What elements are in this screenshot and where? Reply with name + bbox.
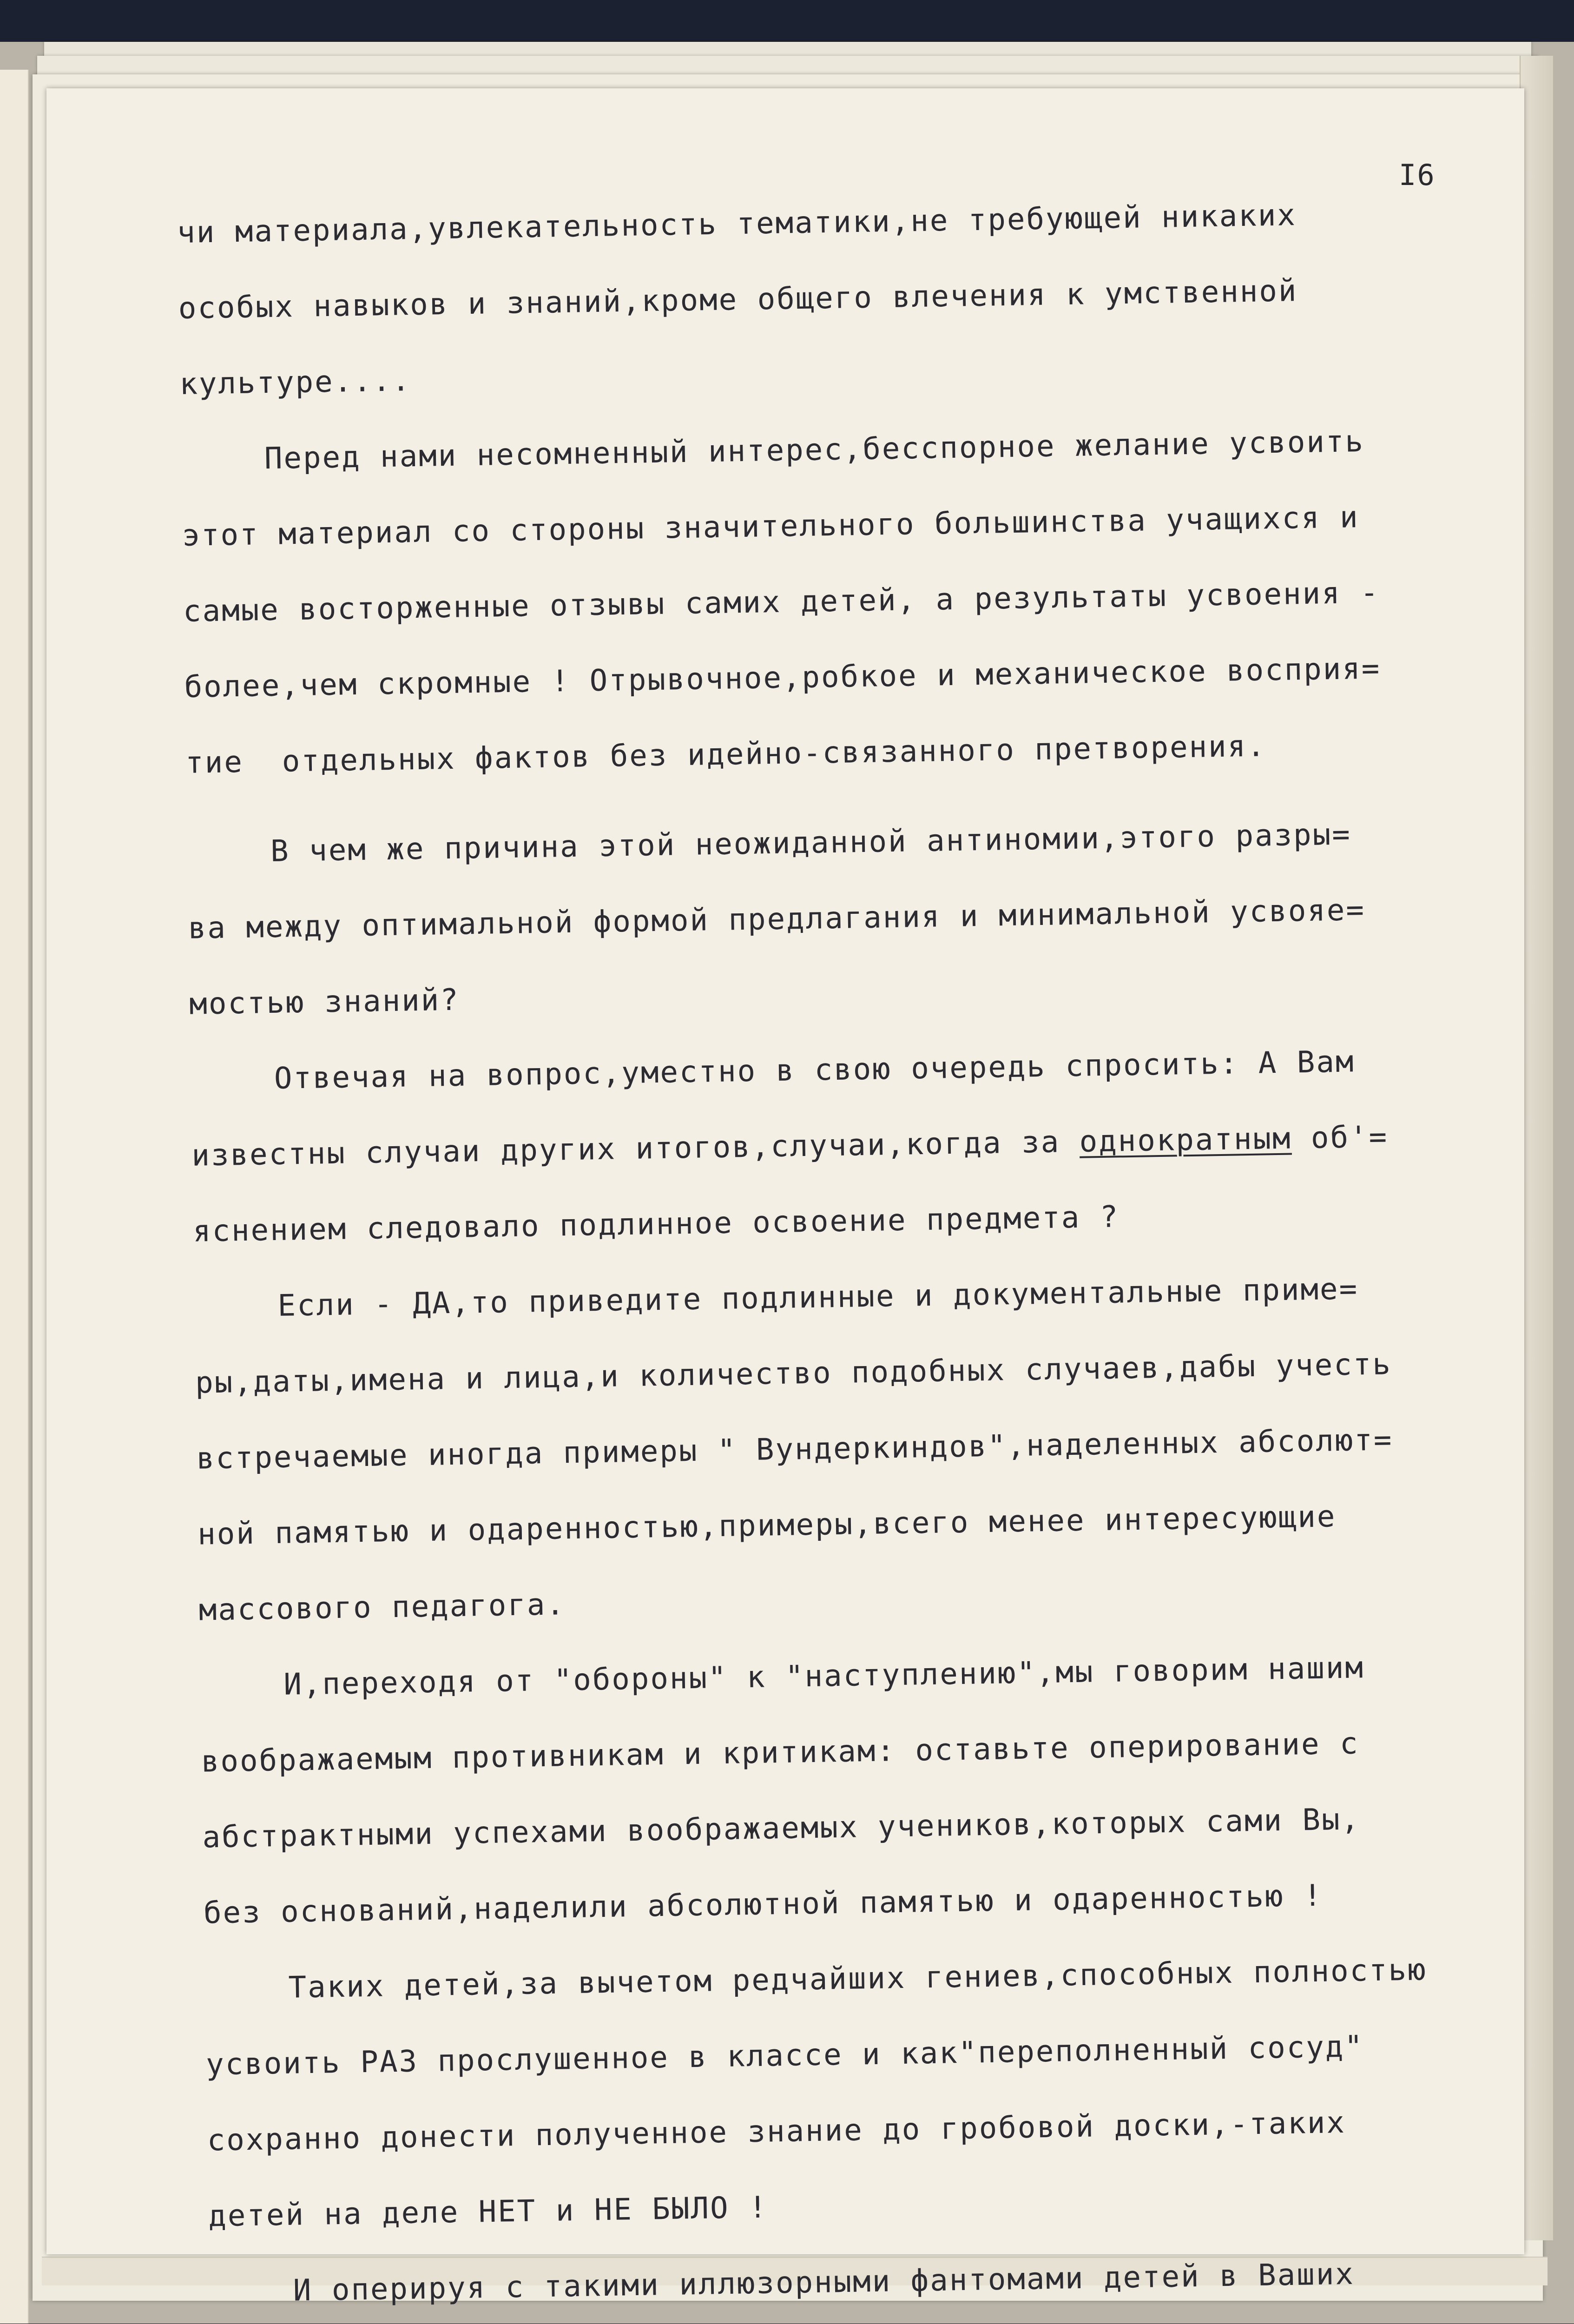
text-line: абстрактными успехами воображаемых учеников,которых сами Вы,	[202, 1802, 1361, 1855]
text-line: Таких детей,за вычетом редчайших гениев,способных полностью	[288, 1953, 1428, 2005]
text-line: этот материал со стороны значительного большинства учащихся и	[181, 500, 1360, 553]
text-line: массового педагога.	[198, 1587, 566, 1628]
text-line: без оснований,наделили абсолютной памятью и одаренностью !	[203, 1878, 1324, 1931]
page-number: I6	[1399, 158, 1436, 192]
text-line: В чем же причина этой неожиданной антиномии,этого разры=	[270, 817, 1352, 869]
text-line: Если - ДА,то приведите подлинные и документальные приме=	[277, 1272, 1359, 1323]
text-line: детей на деле НЕТ и НЕ БЫЛО !	[208, 2190, 769, 2234]
left-binding-edge	[0, 70, 29, 2324]
text-line: ва между оптимальной формой предлагания и минимальной усвояе=	[188, 893, 1366, 946]
text-line: воображаемым противникам и критикам: оставьте оперирование с	[201, 1726, 1360, 1779]
text-line: усвоить РАЗ прослушенное в классе и как"переполненный сосуд"	[205, 2029, 1364, 2082]
text-line: ры,даты,имена и лица,и количество подобных случаев,дабы учесть	[195, 1347, 1392, 1400]
text-fragment: об'=	[1291, 1120, 1389, 1156]
text-line: более,чем скромные ! Отрывочное,робкое и механическое восприя=	[184, 651, 1381, 705]
text-line: тие отдельных фактов без идейно-связанного претворения.	[185, 729, 1267, 780]
text-line: чи материала,увлекательность тематики,не требующей никаких	[177, 198, 1297, 250]
underlined-word: однократным	[1079, 1121, 1292, 1159]
text-line: мостью знаний?	[189, 983, 460, 1022]
text-line: встречаемые иногда примеры " Вундеркиндов",наделенных абсолют=	[196, 1423, 1393, 1476]
text-line: яснением следовало подлинное освоение предмета ?	[192, 1200, 1120, 1249]
text-line: Перед нами несомненный интерес,бесспорное желание усвоить	[264, 424, 1365, 476]
typed-text-block	[177, 174, 1545, 2324]
text-line: культуре....	[179, 363, 412, 402]
text-line: сохранно донести полученное знание до гробовой доски,-таких	[207, 2106, 1346, 2158]
text-line: особых навыков и знаний,кроме общего влечения к умственной	[178, 274, 1298, 326]
text-line: самые восторженные отзывы самих детей, а результаты усвоения -	[183, 575, 1380, 629]
text-fragment: известны случаи других итогов,случаи,когда за	[191, 1124, 1080, 1173]
text-line: Отвечая на вопрос,уместно в свою очередь спросить: А Вам	[274, 1044, 1355, 1096]
text-line: И,переходя от "обороны" к "наступлению",мы говорим нашим	[283, 1651, 1365, 1702]
text-line: И оперируя с такими иллюзорными фантомами детей в Ваших	[293, 2257, 1355, 2308]
text-line: ной памятью и одаренностью,примеры,всего менее интересующие	[197, 1499, 1337, 1552]
